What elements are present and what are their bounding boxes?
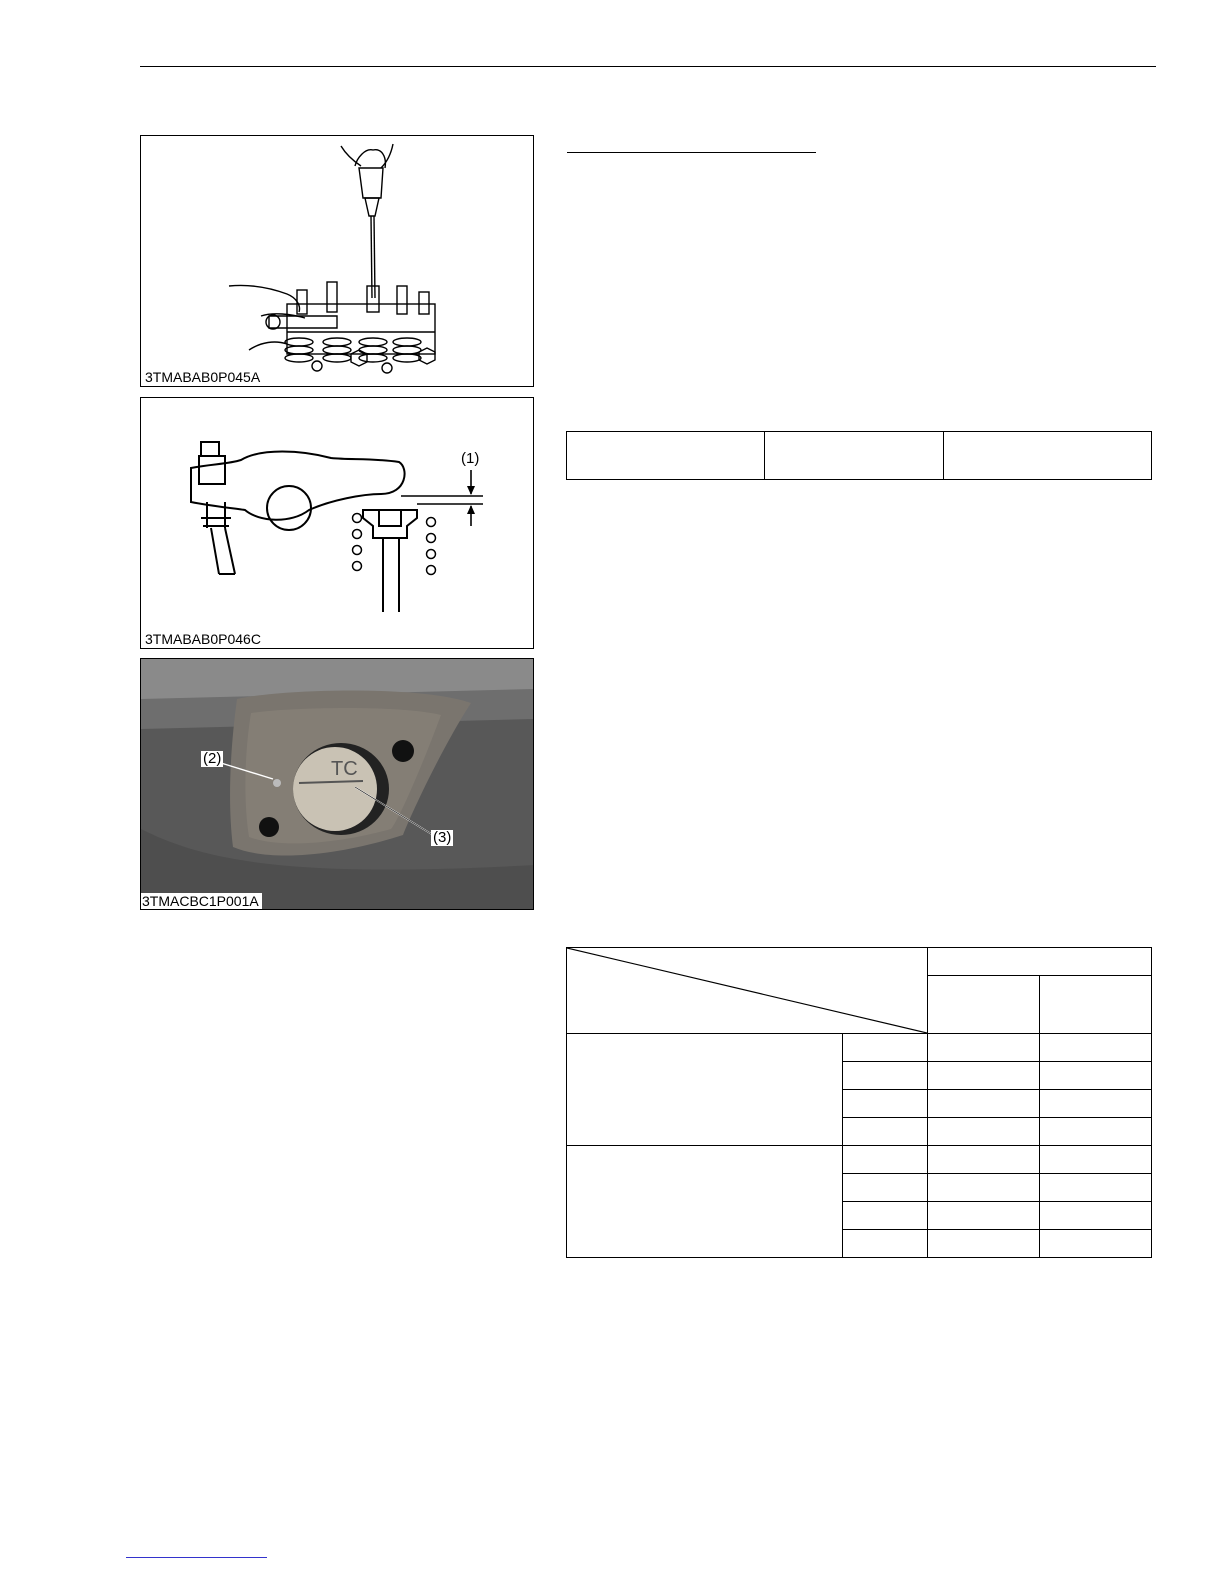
section-heading-underline [567,152,816,153]
table-header-cell [928,976,1040,1034]
svg-text:TC: TC [331,758,358,780]
table-cell [1040,1090,1152,1118]
spec-cell [944,432,1152,480]
table-cell [843,1118,928,1146]
figure-timing-mark-photo [140,658,534,910]
table-group-cell [567,1034,843,1146]
valve-adjust-drawing [141,136,534,387]
table-cell [1040,1202,1152,1230]
spec-cell [765,432,944,480]
table-corner-cell [567,948,928,1034]
table-cell [1040,1062,1152,1090]
table-cell [843,1034,928,1062]
spec-cell [567,432,765,480]
table-cell [1040,1146,1152,1174]
figure-caption: 3TMABAB0P045A [145,369,261,385]
table-cell [928,1146,1040,1174]
table-cell [843,1202,928,1230]
diagonal-divider [567,948,927,1033]
table-cell [928,1202,1040,1230]
footer-link[interactable] [126,1557,267,1558]
figure-caption: 3TMACBC1P001A [141,893,262,909]
figure-clearance-diagram [140,397,534,649]
table-cell [1040,1174,1152,1202]
callout-label-1: (1) [461,450,480,467]
table-header-cell [928,948,1152,976]
table-cell [843,1090,928,1118]
rocker-arm-drawing [141,398,534,649]
table-cell [843,1146,928,1174]
figure-adjustment-illustration [140,135,534,387]
table-cell [1040,1034,1152,1062]
table-cell [928,1062,1040,1090]
table-cell [928,1118,1040,1146]
table-cell [843,1062,928,1090]
callout-label-3: (3) [433,829,452,846]
callout-label-2: (2) [203,750,222,767]
valve-arrangement-table [566,947,1152,1258]
table-cell [843,1230,928,1258]
table-cell [928,1034,1040,1062]
table-cell [1040,1230,1152,1258]
table-header-cell [1040,976,1152,1034]
table-group-cell [567,1146,843,1258]
table-cell [928,1230,1040,1258]
table-cell [928,1090,1040,1118]
figure-caption: 3TMABAB0P046C [145,631,261,647]
table-cell [928,1174,1040,1202]
header-rule [140,66,1156,67]
flywheel-window-photo [141,659,534,910]
spec-table [566,431,1152,480]
table-cell [1040,1118,1152,1146]
table-cell [843,1174,928,1202]
